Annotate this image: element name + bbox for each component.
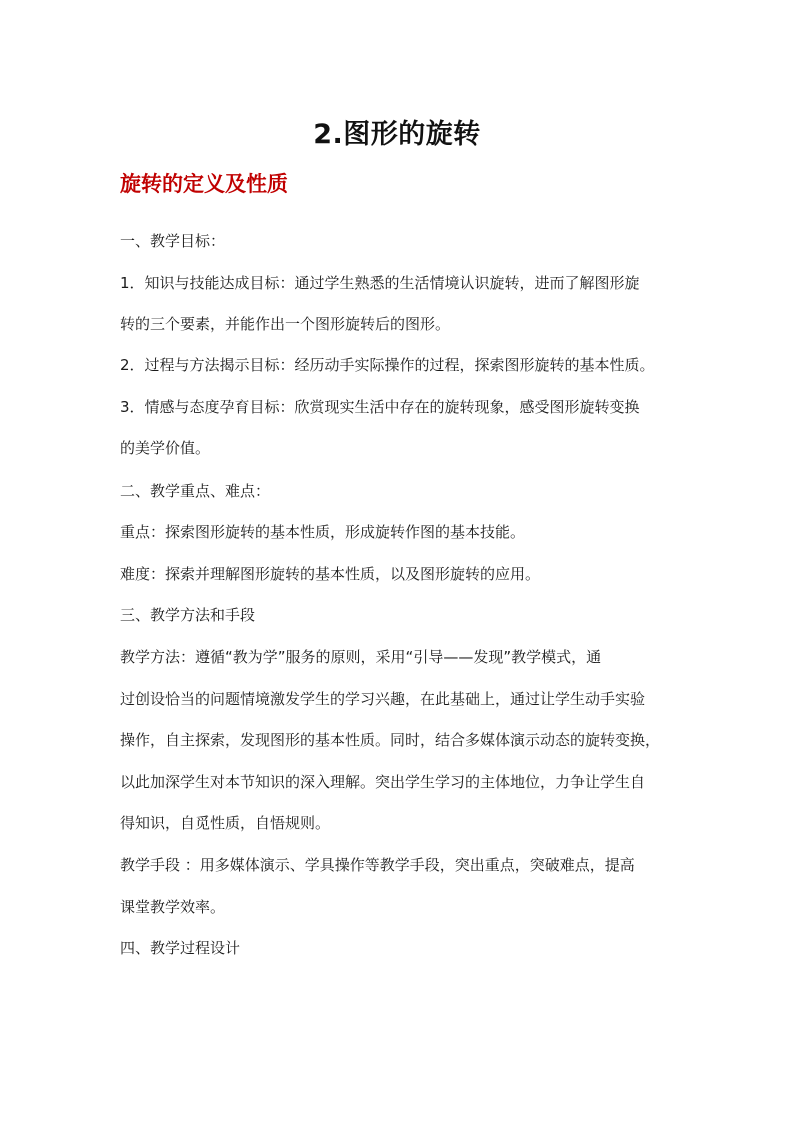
paragraph-line: 转的三个要素，并能作出一个图形旋转后的图形。	[120, 315, 451, 333]
paragraph-line: 课堂教学效率。	[120, 898, 226, 916]
heading-process: 四、教学过程设计	[120, 939, 241, 957]
paragraph-line: 教学方法：遵循“教为学”服务的原则，采用“引导——发现”教学模式，通	[120, 648, 602, 666]
heading-key-points: 二、教学重点、难点：	[120, 482, 271, 500]
paragraph-line: 2．过程与方法揭示目标：经历动手实际操作的过程，探索图形旋转的基本性质。	[120, 356, 655, 374]
heading-methods: 三、教学方法和手段	[120, 606, 256, 624]
heading-objectives: 一、教学目标：	[120, 232, 226, 250]
paragraph-line: 的美学价值。	[120, 439, 211, 457]
paragraph-line: 过创设恰当的问题情境激发学生的学习兴趣，在此基础上，通过让学生动手实验	[120, 690, 646, 708]
document-title: 2.图形的旋转	[313, 119, 481, 150]
paragraph-line: 以此加深学生对本节知识的深入理解。突出学生学习的主体地位，力争让学生自	[120, 773, 646, 791]
paragraph-line: 难度：探索并理解图形旋转的基本性质，以及图形旋转的应用。	[120, 565, 541, 583]
paragraph-line: 教学手段 ：用多媒体演示、学具操作等教学手段，突出重点，突破难点，提高	[120, 856, 635, 874]
paragraph-line: 3．情感与态度孕育目标：欣赏现实生活中存在的旋转现象，感受图形旋转变换	[120, 398, 640, 416]
paragraph-line: 重点：探索图形旋转的基本性质，形成旋转作图的基本技能。	[120, 523, 526, 541]
paragraph-line: 操作，自主探索，发现图形的基本性质。同时，结合多媒体演示动态的旋转变换，	[120, 731, 661, 749]
paragraph-line: 1．知识与技能达成目标：通过学生熟悉的生活情境认识旋转，进而了解图形旋	[120, 274, 640, 292]
section-heading: 旋转的定义及性质	[120, 172, 288, 196]
paragraph-line: 得知识，自觅性质，自悟规则。	[120, 814, 331, 832]
